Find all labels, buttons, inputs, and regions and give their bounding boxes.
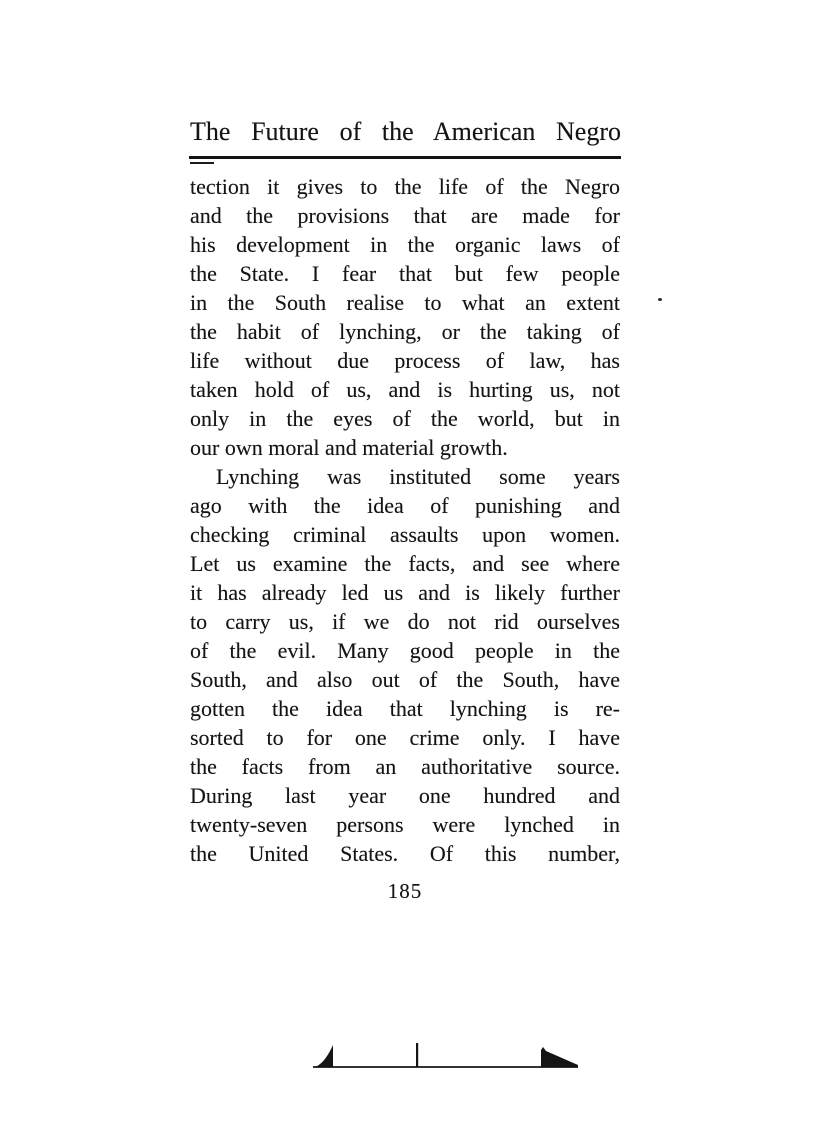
text-line: only in the eyes of the world, but in xyxy=(190,406,620,431)
text-line: Let us examine the facts, and see where xyxy=(190,551,620,576)
text-line: the facts from an authoritative source. xyxy=(190,754,620,779)
scanner-fiducial-marks xyxy=(300,1035,590,1075)
text-line: his development in the organic laws of xyxy=(190,232,620,257)
text-line: and the provisions that are made for xyxy=(190,203,620,228)
text-line: During last year one hundred and xyxy=(190,783,620,808)
running-header: The Future of the American Negro xyxy=(190,117,621,146)
scan-speck xyxy=(658,298,662,301)
text-line: South, and also out of the South, have xyxy=(190,667,620,692)
scan-mark-left-triangle xyxy=(315,1045,333,1067)
scan-mark-right-wedge xyxy=(541,1047,578,1067)
header-rule xyxy=(189,156,621,159)
text-line: in the South realise to what an extent xyxy=(190,290,620,315)
text-line: tection it gives to the life of the Negro xyxy=(190,174,620,199)
text-line: to carry us, if we do not rid ourselves xyxy=(190,609,620,634)
scan-mark-tick xyxy=(416,1043,418,1067)
text-line: it has already led us and is likely further xyxy=(190,580,620,605)
text-line: taken hold of us, and is hurting us, not xyxy=(190,377,620,402)
text-line: Lynching was instituted some years xyxy=(216,464,620,489)
text-line: twenty-seven persons were lynched in xyxy=(190,812,620,837)
text-line: gotten the idea that lynching is re- xyxy=(190,696,620,721)
text-line: checking criminal assaults upon women. xyxy=(190,522,620,547)
body-text xyxy=(190,172,620,868)
text-line: of the evil. Many good people in the xyxy=(190,638,620,663)
text-line: the State. I fear that but few people xyxy=(190,261,620,286)
header-rule-dash xyxy=(190,162,214,164)
text-line: the United States. Of this number, xyxy=(190,841,620,866)
text-line: sorted to for one crime only. I have xyxy=(190,725,620,750)
text-line: our own moral and material growth. xyxy=(190,435,508,460)
page-number: 185 xyxy=(387,879,423,903)
text-line: ago with the idea of punishing and xyxy=(190,493,620,518)
text-line: the habit of lynching, or the taking of xyxy=(190,319,620,344)
text-line: life without due process of law, has xyxy=(190,348,620,373)
